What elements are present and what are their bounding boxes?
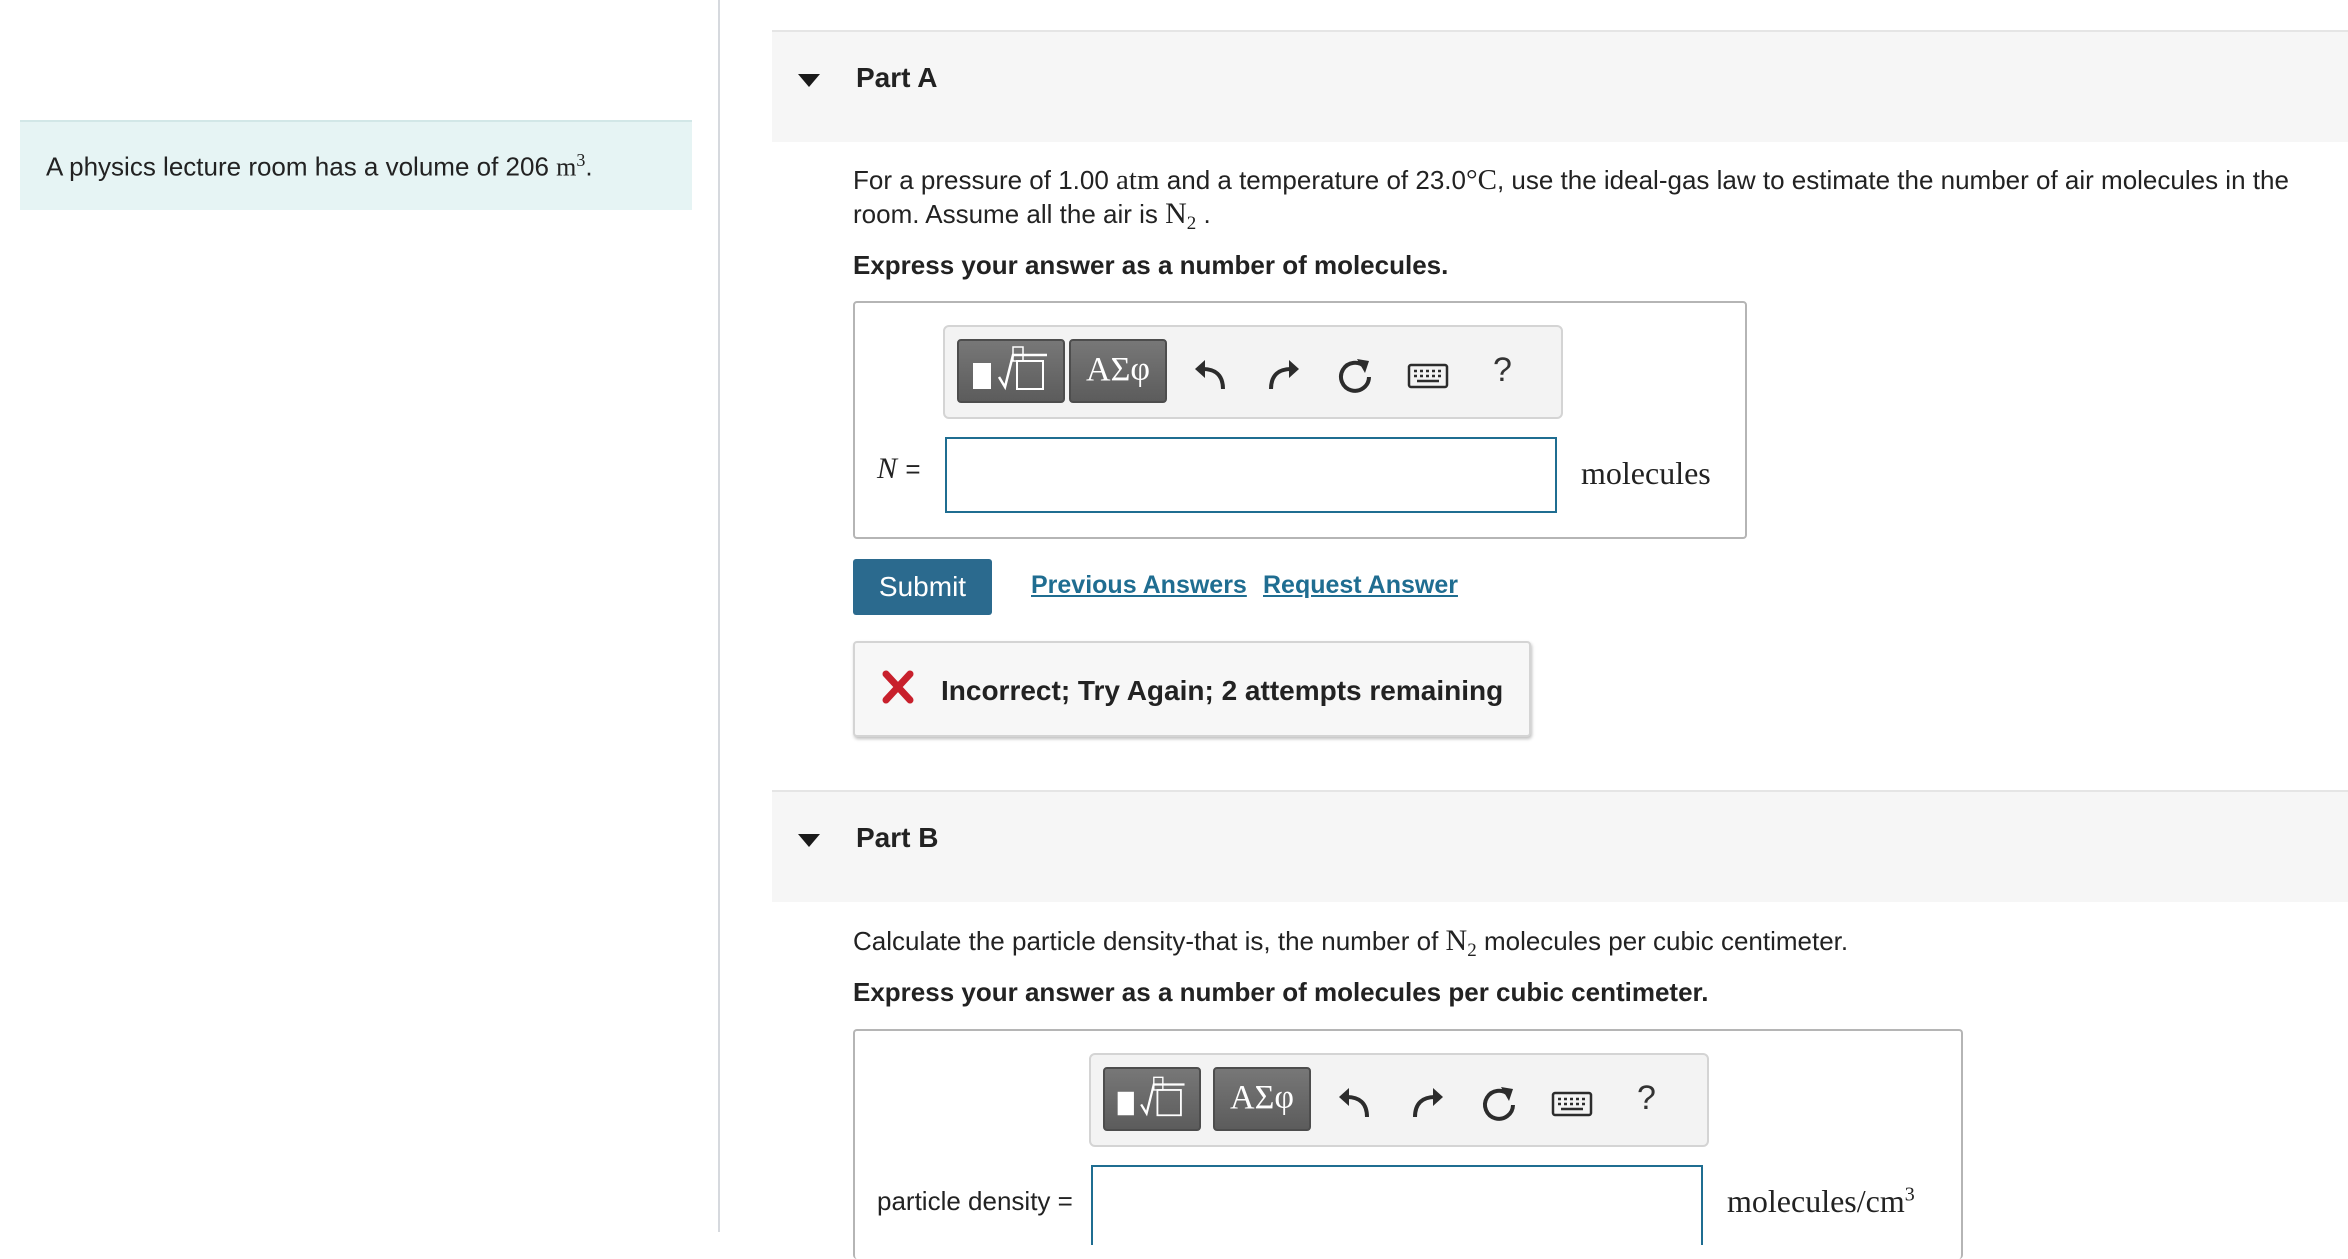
q-a-n2: N bbox=[1165, 197, 1187, 230]
greek-symbols-button[interactable]: ΑΣφ bbox=[1213, 1067, 1311, 1131]
field-label-var: N bbox=[877, 452, 898, 485]
intro-unit: m bbox=[556, 152, 577, 182]
caret-down-icon[interactable] bbox=[798, 834, 820, 847]
problem-intro-box bbox=[20, 120, 692, 210]
pane-divider bbox=[718, 0, 720, 1232]
part-a-question bbox=[853, 164, 2323, 240]
help-button[interactable]: ? bbox=[1493, 351, 1512, 389]
previous-answers-link[interactable]: Previous Answers bbox=[1031, 571, 1247, 599]
feedback-message: Incorrect; Try Again; 2 attempts remaining bbox=[941, 675, 1504, 706]
q-a-text3: , use the ideal-gas law to estimate the number of air molecules in the bbox=[1496, 165, 2289, 195]
part-a-unit: molecules bbox=[1581, 455, 1711, 491]
q-b-text1: Calculate the particle density-that is, the number of bbox=[853, 926, 1439, 956]
part-a-field-label bbox=[877, 452, 921, 486]
help-button[interactable]: ? bbox=[1637, 1079, 1656, 1117]
submit-button[interactable]: Submit bbox=[853, 559, 992, 615]
part-b-question bbox=[853, 924, 1848, 967]
feedback-box bbox=[853, 641, 1531, 737]
q-a-line2: room. Assume all the air is bbox=[853, 199, 1158, 229]
intro-period: . bbox=[585, 151, 593, 182]
templates-button[interactable] bbox=[1103, 1067, 1201, 1131]
part-b-answer-input[interactable] bbox=[1091, 1165, 1703, 1245]
reset-icon[interactable] bbox=[1335, 355, 1375, 395]
reset-icon[interactable] bbox=[1479, 1083, 1519, 1123]
part-a-answer-box bbox=[853, 301, 1747, 539]
part-b-unit bbox=[1727, 1183, 1915, 1220]
field-label-eq: = bbox=[905, 454, 921, 484]
incorrect-x-icon bbox=[881, 667, 915, 707]
part-b-math-toolbar bbox=[1089, 1053, 1709, 1147]
part-a-instruction: Express your answer as a number of molecules. bbox=[853, 250, 1449, 280]
redo-icon[interactable] bbox=[1407, 1083, 1447, 1123]
undo-icon[interactable] bbox=[1335, 1083, 1375, 1123]
part-a-math-toolbar bbox=[943, 325, 1563, 419]
q-b-text2: molecules per cubic centimeter. bbox=[1483, 926, 1849, 956]
problem-pane bbox=[0, 0, 718, 1232]
part-a-answer-input[interactable] bbox=[945, 437, 1557, 513]
keyboard-icon[interactable] bbox=[1407, 355, 1449, 395]
part-b-instruction: Express your answer as a number of molecules per cubic centimeter. bbox=[853, 977, 1709, 1007]
q-a-text1: For a pressure of 1.00 bbox=[853, 165, 1109, 195]
greek-symbols-button[interactable]: ΑΣφ bbox=[1069, 339, 1167, 403]
redo-icon[interactable] bbox=[1263, 355, 1303, 395]
unit-main: molecules/cm bbox=[1727, 1183, 1905, 1219]
templates-button[interactable] bbox=[957, 339, 1065, 403]
q-a-degrees: °C bbox=[1465, 164, 1497, 196]
templates-icon bbox=[959, 341, 1063, 401]
intro-exponent: 3 bbox=[576, 150, 586, 170]
keyboard-icon[interactable] bbox=[1551, 1083, 1593, 1123]
part-a-title: Part A bbox=[856, 62, 938, 93]
part-b-field-label: particle density = bbox=[877, 1186, 1073, 1216]
q-b-n2: N bbox=[1445, 924, 1468, 957]
part-a-header[interactable] bbox=[772, 30, 2348, 142]
q-a-text2: and a temperature of 23.0 bbox=[1166, 165, 1466, 195]
caret-down-icon[interactable] bbox=[798, 74, 820, 87]
q-a-atm: atm bbox=[1116, 164, 1160, 196]
q-a-end: . bbox=[1203, 199, 1211, 229]
templates-icon bbox=[1105, 1069, 1199, 1129]
q-b-n2-sub: 2 bbox=[1467, 940, 1477, 962]
part-b-answer-box bbox=[853, 1029, 1963, 1259]
intro-text: A physics lecture room has a volume of 206 bbox=[46, 151, 549, 182]
request-answer-link[interactable]: Request Answer bbox=[1263, 571, 1458, 599]
part-b-title: Part B bbox=[856, 822, 939, 853]
problem-intro bbox=[46, 150, 593, 183]
q-a-n2-sub: 2 bbox=[1186, 213, 1197, 235]
undo-icon[interactable] bbox=[1191, 355, 1231, 395]
unit-exponent: 3 bbox=[1904, 1183, 1915, 1206]
part-b-header[interactable] bbox=[772, 790, 2348, 902]
